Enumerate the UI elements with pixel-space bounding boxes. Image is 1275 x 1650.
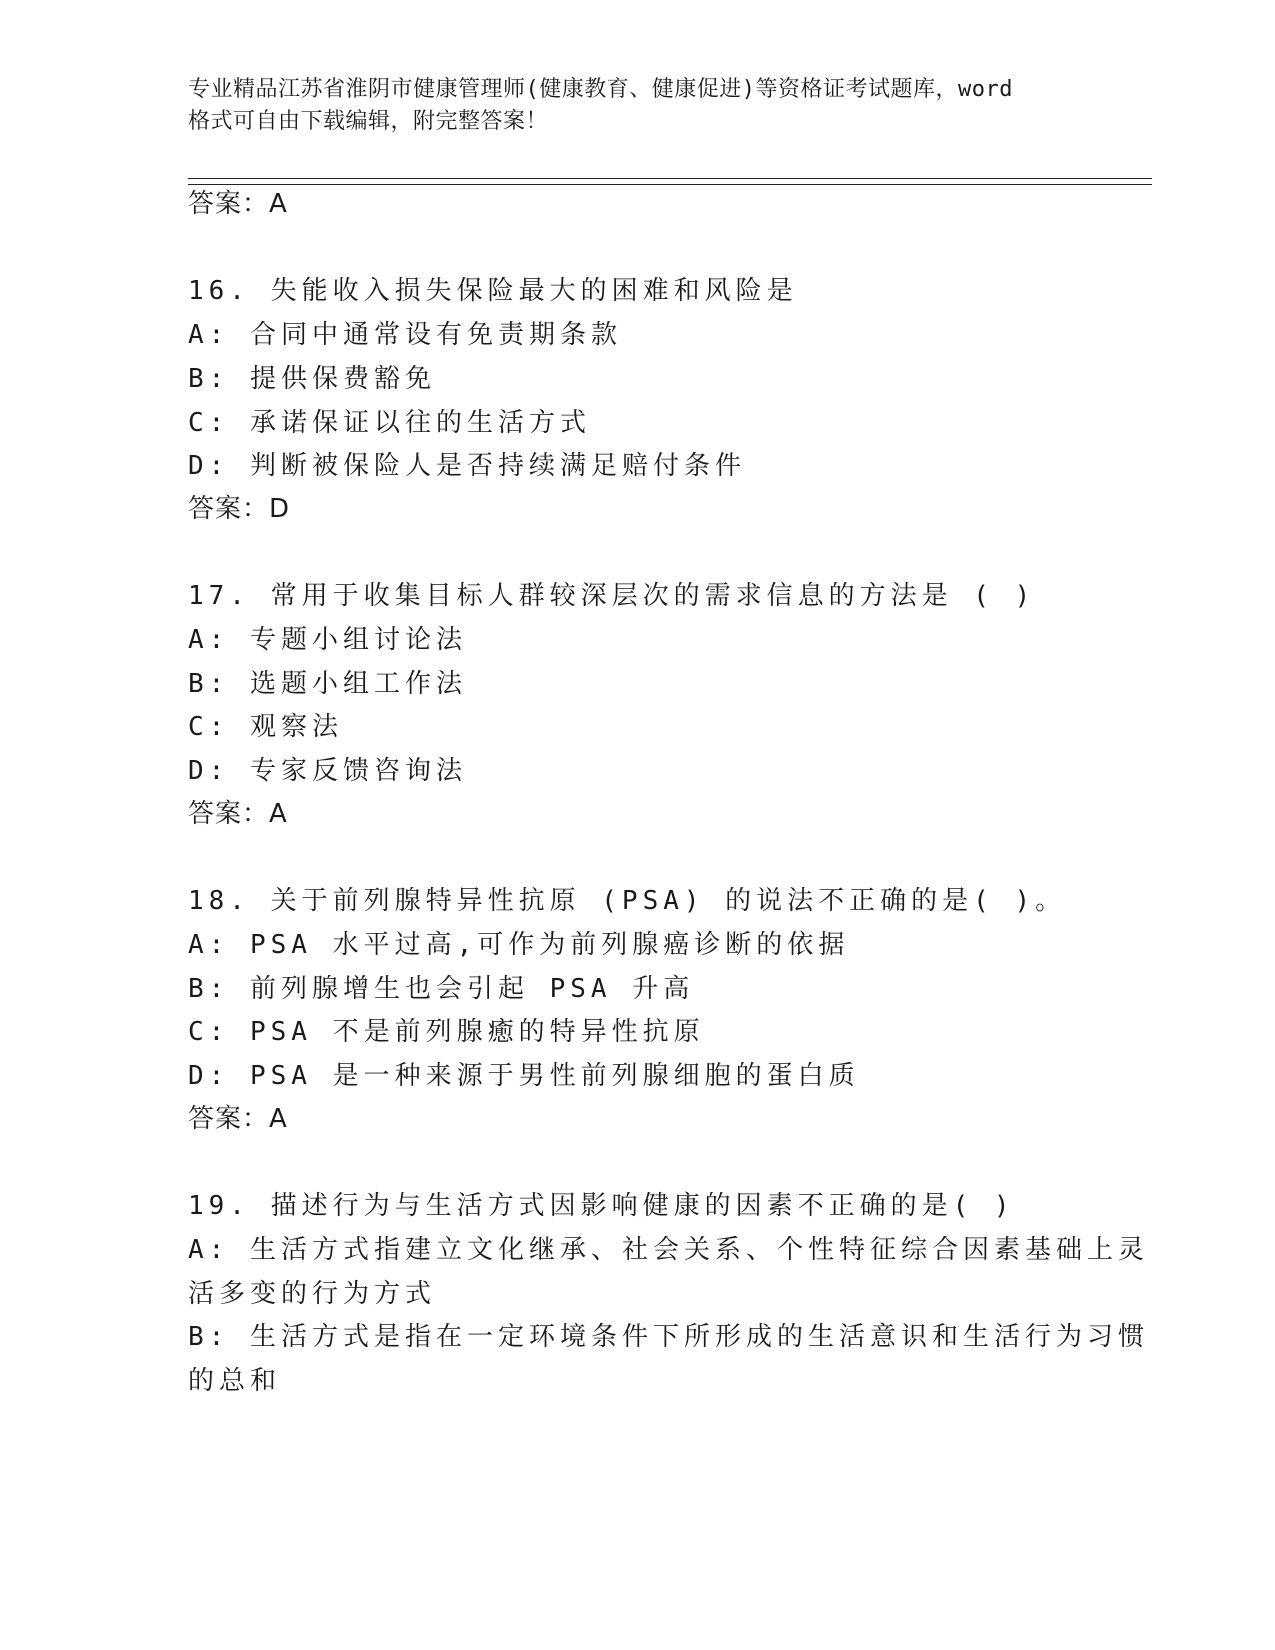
question-19-option-a-line-1: A: 生活方式指建立文化继承、社会关系、个性特征综合因素基础上灵	[188, 1235, 1149, 1265]
answer-16: 答案：D	[188, 494, 291, 524]
question-17-option-c: C: 观察法	[188, 712, 343, 742]
question-19-option-a-line-2: 活多变的行为方式	[188, 1279, 437, 1309]
question-18-option-b: B: 前列腺增生也会引起 PSA 升高	[188, 974, 695, 1004]
answer-18: 答案：A	[188, 1104, 288, 1134]
answer-17: 答案：A	[188, 799, 288, 829]
page-header	[188, 74, 1088, 138]
question-17-option-d: D: 专家反馈咨询法	[188, 756, 467, 786]
question-18-option-d: D: PSA 是一种来源于男性前列腺细胞的蛋白质	[188, 1061, 860, 1091]
header-line-1: 专业精品江苏省淮阴市健康管理师(健康教育、健康促进)等资格证考试题库，word	[188, 77, 1013, 102]
question-16-option-a: A: 合同中通常设有免责期条款	[188, 320, 622, 350]
question-19-stem: 19. 描述行为与生活方式因影响健康的因素不正确的是( )	[188, 1191, 1015, 1221]
header-divider-bottom	[188, 184, 1152, 185]
header-divider-top	[188, 178, 1152, 179]
header-line-2: 格式可自由下载编辑，附完整答案！	[188, 109, 549, 134]
question-16-option-b: B: 提供保费豁免	[188, 364, 436, 394]
question-19-option-b-line-2: 的总和	[188, 1366, 282, 1396]
question-18-option-c: C: PSA 不是前列腺癒的特异性抗原	[188, 1017, 705, 1047]
question-19-option-b-line-1: B: 生活方式是指在一定环境条件下所形成的生活意识和生活行为习惯	[188, 1322, 1149, 1352]
answer-15: 答案：A	[188, 189, 288, 219]
question-17-option-b: B: 选题小组工作法	[188, 669, 467, 699]
question-17-option-a: A: 专题小组讨论法	[188, 625, 467, 655]
question-16-option-c: C: 承诺保证以往的生活方式	[188, 408, 591, 438]
question-18-stem: 18. 关于前列腺特异性抗原 (PSA) 的说法不正确的是( )。	[188, 886, 1067, 916]
question-17-stem: 17. 常用于收集目标人群较深层次的需求信息的方法是 ( )	[188, 581, 1036, 611]
question-18-option-a: A: PSA 水平过高,可作为前列腺癌诊断的依据	[188, 930, 850, 960]
question-16-option-d: D: 判断被保险人是否持续满足赔付条件	[188, 451, 746, 481]
question-16-stem: 16. 失能收入损失保险最大的困难和风险是	[188, 276, 798, 306]
